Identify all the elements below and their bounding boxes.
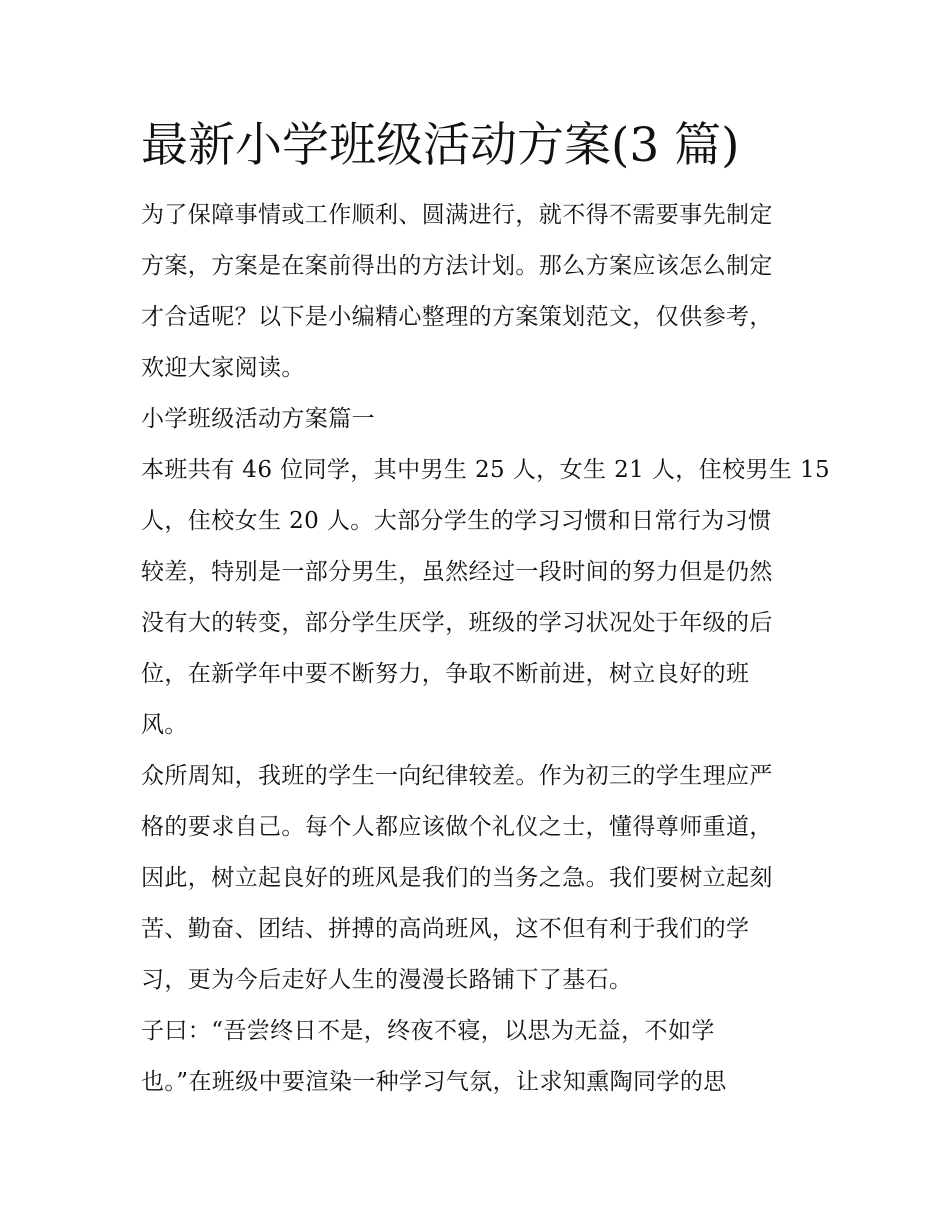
text-line: 没有大的转变，部分学生厌学，班级的学习状况处于年级的后 (141, 610, 773, 636)
text-line: 众所周知，我班的学生一向纪律较差。作为初三的学生理应严 (141, 763, 773, 789)
text-line: 小学班级活动方案篇一 (141, 406, 375, 432)
document-title: 最新小学班级活动方案(3 篇) (141, 118, 740, 173)
class-style-paragraph (141, 751, 831, 1006)
text-line: 格的要求自己。每个人都应该做个礼仪之士，懂得尊师重道， (141, 814, 773, 840)
text-line: 较差，特别是一部分男生，虽然经过一段时间的努力但是仍然 (141, 559, 773, 585)
text-line: 人，住校女生 20 人。大部分学生的学习习惯和日常行为习惯 (141, 508, 772, 534)
section-heading (141, 394, 831, 445)
intro-paragraph (141, 190, 831, 394)
quote-paragraph (141, 1006, 831, 1108)
text-line: 子曰：“吾尝终日不是，终夜不寝，以思为无益，不如学 (141, 1018, 715, 1044)
text-line: 也。”在班级中要渲染一种学习气氛，让求知熏陶同学的思 (141, 1069, 727, 1095)
document-page (141, 110, 831, 1108)
text-line: 因此，树立起良好的班风是我们的当务之急。我们要树立起刻 (141, 865, 773, 891)
text-line: 本班共有 46 位同学，其中男生 25 人，女生 21 人，住校男生 15 (141, 457, 831, 483)
text-line: 欢迎大家阅读。 (141, 355, 305, 381)
text-line: 才合适呢？以下是小编精心整理的方案策划范文，仅供参考， (141, 304, 773, 330)
text-line: 位，在新学年中要不断努力，争取不断前进，树立良好的班 (141, 661, 750, 687)
class-overview-paragraph (141, 445, 831, 751)
text-line: 习，更为今后走好人生的漫漫长路铺下了基石。 (141, 967, 633, 993)
text-line: 风。 (141, 712, 188, 738)
text-line: 方案，方案是在案前得出的方法计划。那么方案应该怎么制定 (141, 253, 773, 279)
text-line: 为了保障事情或工作顺利、圆满进行，就不得不需要事先制定 (141, 202, 773, 228)
text-line: 苦、勤奋、团结、拼搏的高尚班风，这不但有利于我们的学 (141, 916, 750, 942)
